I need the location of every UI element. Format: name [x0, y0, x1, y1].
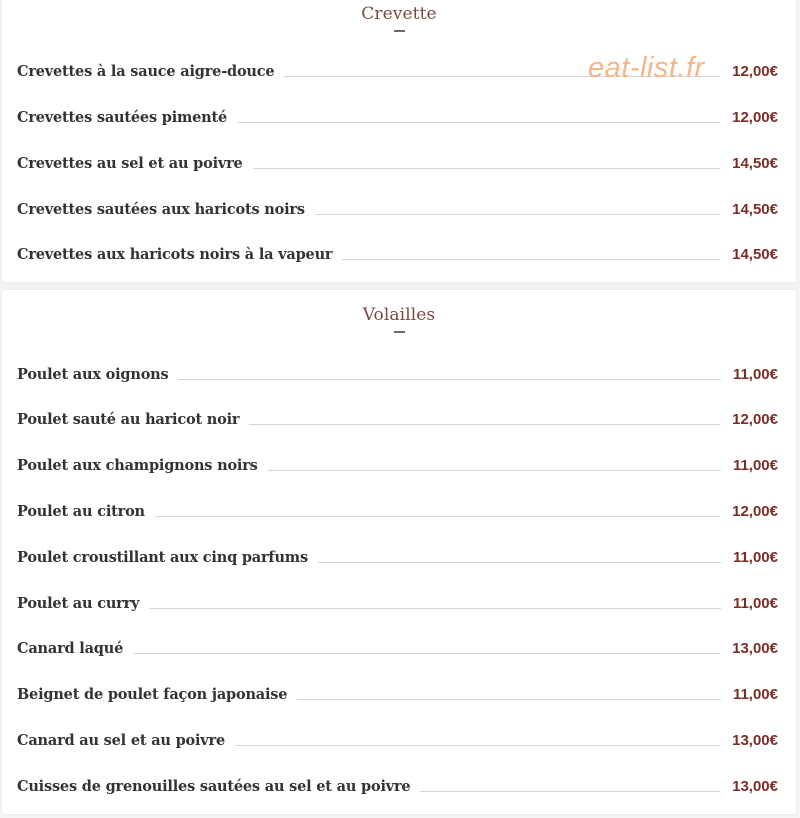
leader-line: [342, 259, 720, 260]
menu-item-name: Poulet sauté au haricot noir: [17, 410, 240, 428]
menu-item-name: Crevettes aux haricots noirs à la vapeur: [17, 245, 333, 263]
menu-item-name: Poulet croustillant aux cinq parfums: [17, 548, 308, 566]
menu-section-crevette: [2, 0, 796, 282]
menu-item-price: 11,00€: [732, 548, 778, 566]
menu-item-price: 11,00€: [732, 594, 778, 612]
menu-item-price: 13,00€: [732, 731, 778, 749]
menu-item: [17, 499, 778, 523]
menu-item-name: Crevettes sautées pimenté: [17, 108, 228, 126]
menu-item-name: Cuisses de grenouilles sautées au sel et au poivre: [17, 777, 411, 795]
menu-item: [17, 636, 778, 660]
menu-item: [17, 682, 778, 706]
menu-item-name: Canard laqué: [17, 639, 124, 657]
section-divider: [394, 30, 405, 32]
menu-item-name: Poulet au curry: [17, 594, 140, 612]
leader-line: [133, 653, 720, 654]
leader-line: [315, 214, 720, 215]
leader-line: [155, 516, 720, 517]
menu-item: [17, 362, 778, 386]
leader-line: [149, 608, 721, 609]
menu-item: [17, 728, 778, 752]
leader-line: [420, 791, 720, 792]
menu-item-price: 13,00€: [732, 777, 778, 795]
menu-item-price: 12,00€: [732, 410, 778, 428]
menu-item-price: 11,00€: [732, 685, 778, 703]
menu-item-name: Canard au sel et au poivre: [17, 731, 225, 749]
menu-item-price: 14,50€: [732, 245, 778, 263]
menu-item-price: 12,00€: [732, 62, 778, 80]
menu-section-volailles: [2, 290, 796, 814]
menu-item-name: Beignet de poulet façon japonaise: [17, 685, 288, 703]
menu-item-price: 14,50€: [732, 154, 778, 172]
section-header: [2, 4, 796, 32]
section-title: Volailles: [362, 305, 436, 325]
menu-item: [17, 151, 778, 175]
menu-item-price: 12,00€: [732, 108, 778, 126]
menu-item-price: 11,00€: [732, 365, 778, 383]
menu-item-name: Poulet au citron: [17, 502, 145, 520]
leader-line: [297, 699, 721, 700]
section-header: [2, 305, 796, 333]
menu-item: [17, 545, 778, 569]
menu-item: [17, 197, 778, 221]
menu-item-name: Poulet aux champignons noirs: [17, 456, 258, 474]
menu-item-name: Crevettes au sel et au poivre: [17, 154, 243, 172]
menu-item-price: 11,00€: [732, 456, 778, 474]
leader-line: [268, 470, 721, 471]
menu-item-price: 14,50€: [732, 200, 778, 218]
leader-line: [253, 168, 721, 169]
leader-line: [235, 745, 720, 746]
menu-item: [17, 407, 778, 431]
menu-item: [17, 591, 778, 615]
watermark-text: eat-list.fr: [588, 52, 705, 84]
menu-item-price: 13,00€: [732, 639, 778, 657]
menu-item-name: Poulet aux oignons: [17, 365, 169, 383]
menu-item: [17, 453, 778, 477]
leader-line: [237, 122, 720, 123]
menu-item: [17, 774, 778, 798]
leader-line: [178, 379, 720, 380]
section-divider: [394, 331, 405, 333]
menu-item-price: 12,00€: [732, 502, 778, 520]
leader-line: [249, 424, 720, 425]
section-title: Crevette: [361, 4, 437, 24]
menu-item-name: Crevettes sautées aux haricots noirs: [17, 200, 305, 218]
leader-line: [318, 562, 721, 563]
menu-item: [17, 105, 778, 129]
menu-item-name: Crevettes à la sauce aigre-douce: [17, 62, 275, 80]
menu-item: [17, 242, 778, 266]
